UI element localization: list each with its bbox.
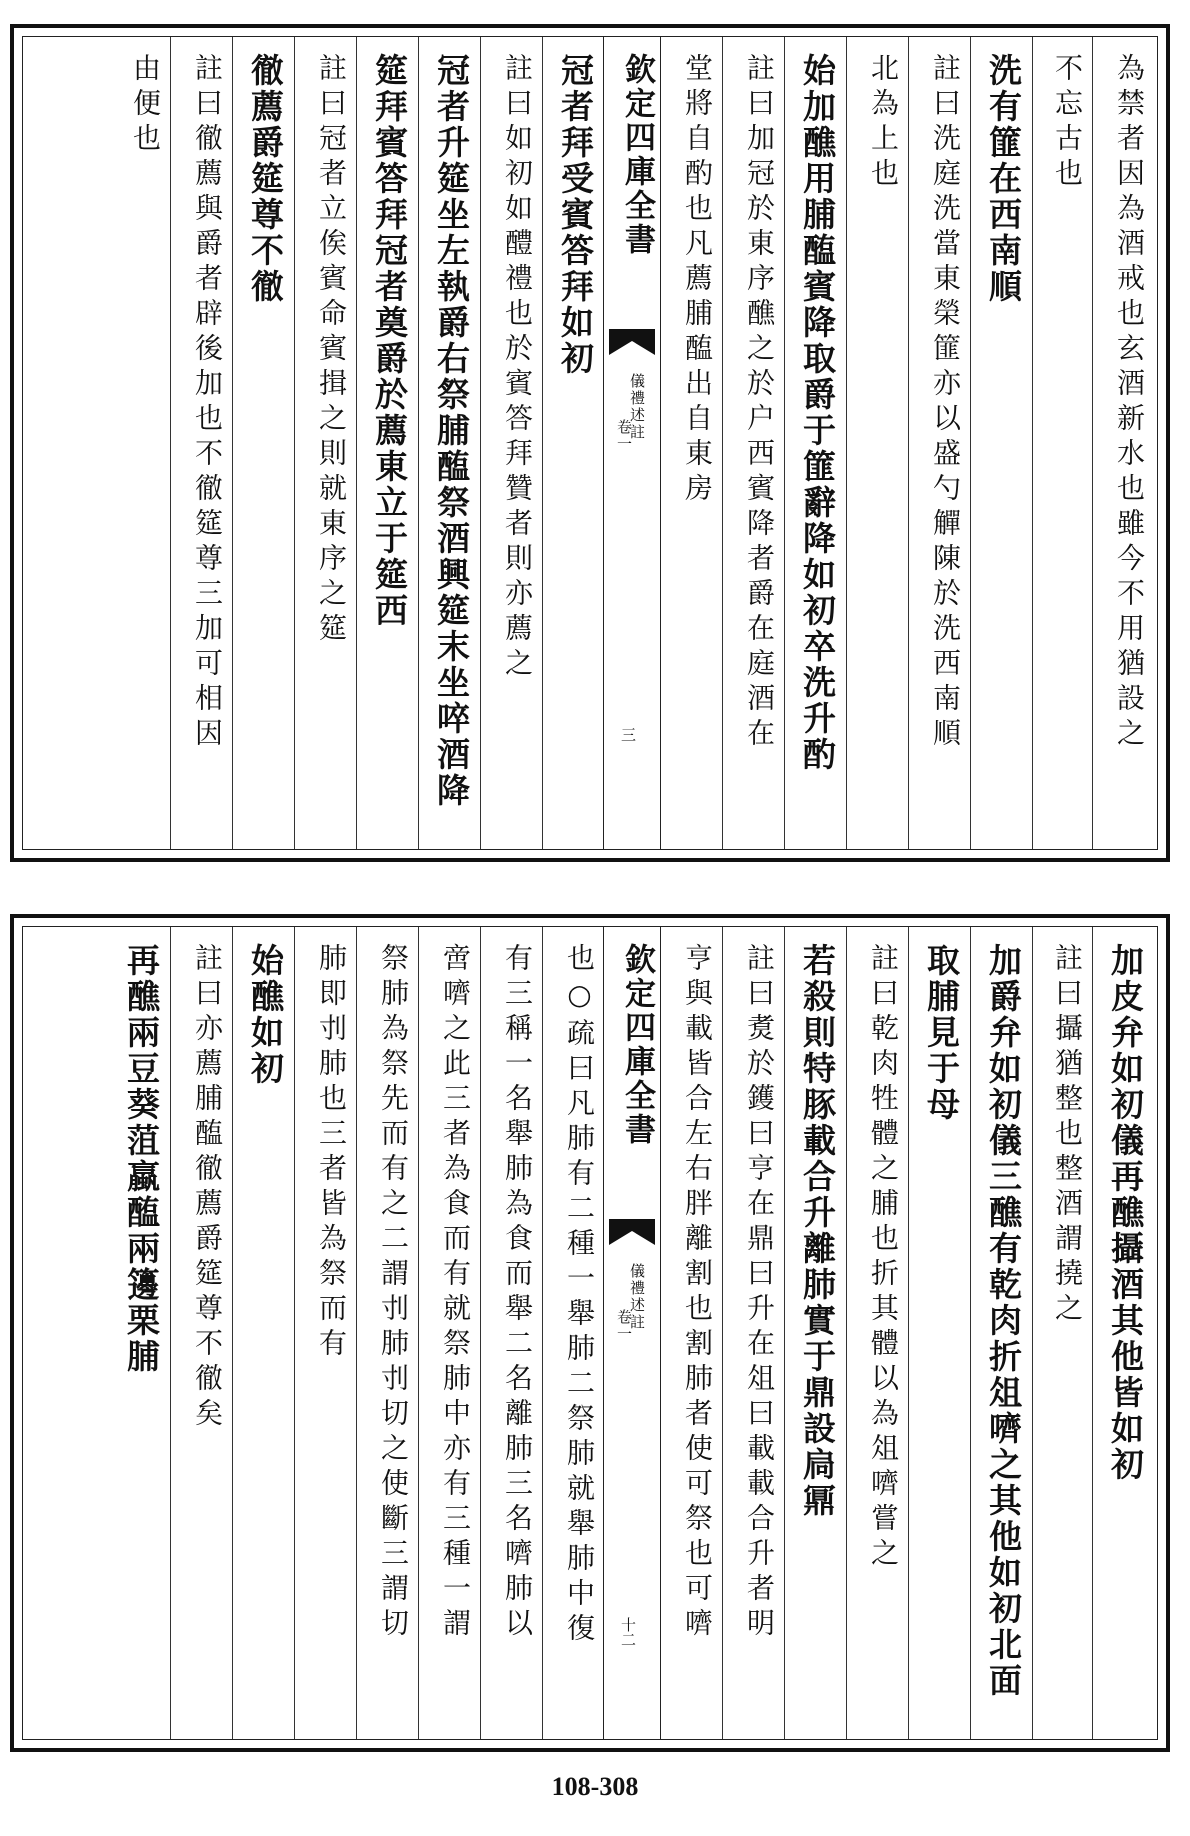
column-rule — [846, 927, 847, 1739]
fish-tail-mark-icon — [609, 1219, 655, 1245]
column-rule — [294, 37, 295, 849]
sub-title: 儀禮述註 — [628, 373, 646, 441]
column-rule — [170, 927, 171, 1739]
text-column: 堂將自酌也凡薦脯醢出自東房 — [681, 53, 714, 508]
sub-title: 儀禮述註 — [628, 1263, 646, 1331]
center-fold — [603, 927, 661, 1739]
column-rule — [722, 37, 723, 849]
text-column: 也○疏曰凡肺有二種一舉肺二祭肺就舉肺中復 — [563, 943, 596, 1648]
column-rule — [1032, 37, 1033, 849]
text-column: 註曰乾肉牲體之脯也折其體以為俎嚌嘗之 — [867, 943, 900, 1573]
folio-number: 十二 — [619, 1617, 637, 1647]
column-rule — [480, 37, 481, 849]
column-rule — [1032, 927, 1033, 1739]
text-column: 註曰徹薦與爵者辟後加也不徹筵尊三加可相因 — [191, 53, 224, 753]
text-column: 徹薦爵筵尊不徹 — [246, 53, 285, 305]
book-title: 欽定四庫全書 — [619, 53, 655, 257]
column-rule — [970, 927, 971, 1739]
text-column: 不忘古也 — [1051, 53, 1084, 193]
column-rule — [970, 37, 971, 849]
text-column: 若殺則特豚載合升離肺實于鼎設扃鼏 — [798, 943, 837, 1519]
text-column: 註曰亦薦脯醢徹薦爵筵尊不徹矣 — [191, 943, 224, 1433]
text-column: 亨與載皆合左右胖離割也割肺者使可祭也可嚌 — [681, 943, 714, 1643]
column-rule — [1092, 37, 1093, 849]
volume-label: 卷一 — [615, 1309, 633, 1343]
column-rule — [784, 927, 785, 1739]
text-column: 註曰冠者立俟賓命賓揖之則就東序之筵 — [315, 53, 348, 648]
text-column: 洗有篚在西南順 — [984, 53, 1023, 305]
fish-tail-mark-icon — [609, 329, 655, 355]
column-rule — [846, 37, 847, 849]
lower-page-frame — [22, 926, 1158, 1740]
text-column: 再醮兩豆葵菹蠃醢兩籩栗脯 — [122, 943, 161, 1375]
text-column: 筵拜賓答拜冠者奠爵於薦東立于筵西 — [370, 53, 409, 629]
text-column: 冠者升筵坐左執爵右祭脯醢祭酒興筵末坐啐酒降 — [432, 53, 471, 809]
text-column: 註曰如初如醴禮也於賓答拜贊者則亦薦之 — [501, 53, 534, 683]
volume-label: 卷一 — [615, 419, 633, 453]
column-rule — [356, 37, 357, 849]
lower-page — [10, 914, 1170, 1752]
text-column: 始醮如初 — [246, 943, 285, 1087]
text-column: 始加醮用脯醢賓降取爵于篚辭降如初卒洗升酌 — [798, 53, 837, 773]
text-column: 肺即刌肺也三者皆為祭而有 — [315, 943, 348, 1363]
folio-number: 三 — [619, 727, 637, 742]
text-column: 祭肺為祭先而有之二謂刌肺刌切之使斷三謂切 — [377, 943, 410, 1643]
text-column: 註曰加冠於東序醮之於户西賓降者爵在庭酒在 — [743, 53, 776, 753]
column-rule — [542, 927, 543, 1739]
column-rule — [418, 927, 419, 1739]
text-column: 註曰煑於鑊曰亨在鼎曰升在俎曰載載合升者明 — [743, 943, 776, 1643]
column-rule — [542, 37, 543, 849]
column-rule — [170, 37, 171, 849]
text-column: 有三稱一名舉肺為食而舉二名離肺三名嚌肺以 — [501, 943, 534, 1643]
text-column: 由便也 — [129, 53, 162, 158]
page-number: 108-308 — [551, 1772, 639, 1801]
column-rule — [480, 927, 481, 1739]
column-rule — [722, 927, 723, 1739]
text-column: 為禁者因為酒戒也玄酒新水也雖今不用猶設之 — [1113, 53, 1146, 753]
upper-page-frame — [22, 36, 1158, 850]
column-rule — [908, 37, 909, 849]
column-rule — [232, 37, 233, 849]
text-column: 冠者拜受賓答拜如初 — [556, 53, 595, 377]
upper-page — [10, 24, 1170, 862]
text-column: 註曰攝猶整也整酒謂撓之 — [1051, 943, 1084, 1328]
column-rule — [1092, 927, 1093, 1739]
text-column: 取脯見于母 — [922, 943, 961, 1123]
column-rule — [294, 927, 295, 1739]
column-rule — [232, 927, 233, 1739]
center-fold — [603, 37, 661, 849]
text-column: 北為上也 — [867, 53, 900, 193]
book-title: 欽定四庫全書 — [619, 943, 655, 1147]
text-column: 加皮弁如初儀再醮攝酒其他皆如初 — [1106, 943, 1145, 1483]
text-column: 加爵弁如初儀三醮有乾肉折俎嚌之其他如初北面 — [984, 943, 1023, 1699]
column-rule — [418, 37, 419, 849]
text-column: 註曰洗庭洗當東榮篚亦以盛勺觶陳於洗西南順 — [929, 53, 962, 753]
column-rule — [784, 37, 785, 849]
text-column: 啻嚌之此三者為食而有就祭肺中亦有三種一謂 — [439, 943, 472, 1643]
column-rule — [356, 927, 357, 1739]
column-rule — [908, 927, 909, 1739]
